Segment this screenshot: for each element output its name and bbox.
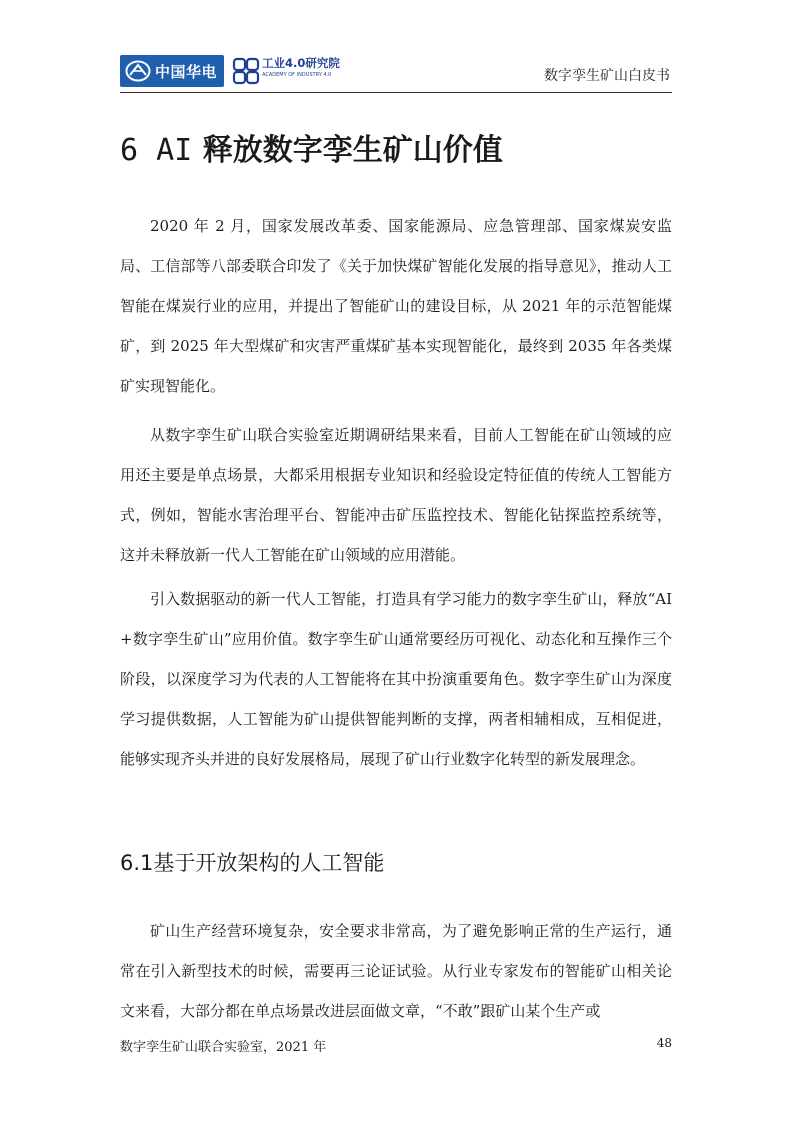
section-heading: 6.1基于开放架构的人工智能 <box>120 851 385 875</box>
page-number: 48 <box>656 1036 672 1050</box>
document-title: 数字孪生矿山白皮书 <box>544 68 670 84</box>
header-divider <box>120 92 672 93</box>
footer-source: 数字孪生矿山联合实验室，2021 年 <box>120 1040 327 1055</box>
academy-logo-text: 工业4.0研究院 <box>262 56 340 70</box>
chapter-heading <box>120 131 503 171</box>
huadian-logo <box>120 55 224 87</box>
chapter-title: 释放数字孪生矿山价值 <box>202 133 503 168</box>
body-paragraph: 从数字孪生矿山联合实验室近期调研结果来看，目前人工智能在矿山领域的应用还主要是单点场景，大都采用根据专业知识和经验设定特征值的传统人工智能方式，例如，智能水害治理平台、智能冲击矿压监控技术、智能化钻探监控系统等，这并未释放新一代人工智能在矿山领域的应用潜能。 <box>120 426 672 564</box>
body-paragraph: 矿山生产经营环境复杂，安全要求非常高，为了避免影响正常的生产运行，通常在引入新型技术的时候，需要再三论证试验。从行业专家发布的智能矿山相关论文来看，大部分都在单点场景改进层面做文章，“不敢”跟矿山某个生产或 <box>120 922 672 1020</box>
huadian-logo-icon <box>125 60 151 82</box>
huadian-logo-text: 中国华电 <box>155 62 218 81</box>
chapter-number: 6 AI <box>120 133 193 168</box>
body-paragraph: 引入数据驱动的新一代人工智能，打造具有学习能力的数字孪生矿山，释放“AI+数字孪生矿山”应用价值。数字孪生矿山通常要经历可视化、动态化和互操作三个阶段，以深度学习为代表的人工智能将在其中扮演重要角色。数字孪生矿山为深度学习提供数据，人工智能为矿山提供智能判断的支撑，两者相辅相成，互相促进，能够实现齐头并进的良好发展格局，展现了矿山行业数字化转型的新发展理念。 <box>120 590 672 768</box>
industry-academy-logo <box>232 53 342 89</box>
academy-logo-icon <box>232 57 262 85</box>
body-paragraph: 2020 年 2 月，国家发展改革委、国家能源局、应急管理部、国家煤炭安监局、工信部等八部委联合印发了《关于加快煤矿智能化发展的指导意见》，推动人工智能在煤炭行业的应用，并提出了智能矿山的建设目标，从 2021 年的示范智能煤矿，到 2025 年大型煤矿和灾害严重煤矿基本实现智能化，最终到 2035 年各类煤矿实现智能化。 <box>120 217 672 395</box>
academy-logo-subtext: ACADEMY OF INDUSTRY 4.0 <box>262 72 332 78</box>
page-header <box>120 52 672 92</box>
